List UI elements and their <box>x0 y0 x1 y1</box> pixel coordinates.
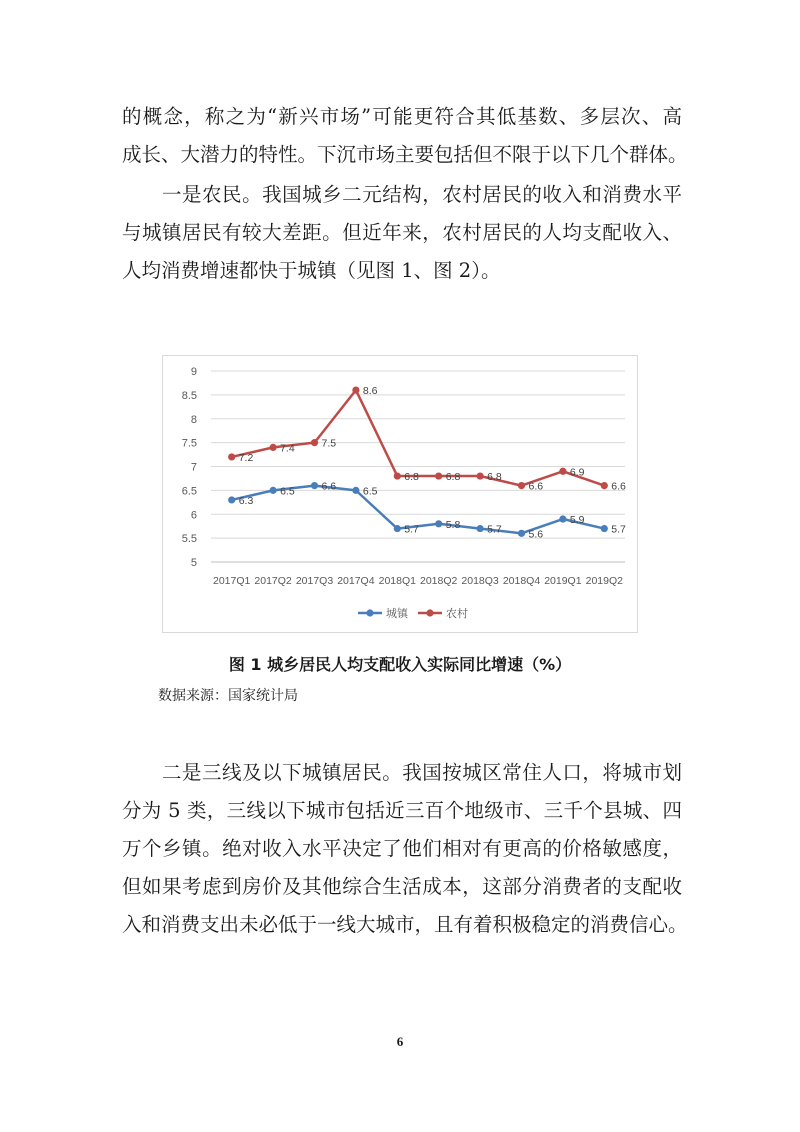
paragraph-3 <box>122 754 688 944</box>
text-line: 二是三线及以下城镇居民。我国按城区常住人口，将城市划 <box>162 761 682 784</box>
text-line: 分为 5 类，三线以下城市包括近三百个地级市、三千个县城、四 <box>122 799 682 822</box>
data-point <box>228 496 235 503</box>
data-point <box>394 472 401 479</box>
data-point <box>518 482 525 489</box>
data-label: 5.7 <box>487 523 502 536</box>
text-line: 成长、大潜力的特性。下沉市场主要包括但不限于以下几个群体。 <box>122 143 688 166</box>
legend-label: 农村 <box>446 608 468 620</box>
x-tick-label: 2017Q3 <box>295 575 334 587</box>
text-line: 与城镇居民有较大差距。但近年来，农村居民的人均支配收入、 <box>122 221 682 244</box>
data-label: 5.8 <box>445 518 461 531</box>
data-point <box>559 515 566 522</box>
data-point <box>228 453 235 460</box>
data-label: 5.7 <box>611 523 626 536</box>
data-point <box>518 530 525 537</box>
text-line: 一是农民。我国城乡二元结构，农村居民的收入和消费水平 <box>162 183 682 206</box>
legend-marker <box>366 609 373 616</box>
y-tick-label: 9 <box>190 366 197 378</box>
x-tick-label: 2018Q4 <box>502 575 541 587</box>
x-tick-label: 2019Q1 <box>544 575 582 587</box>
legend-label: 城镇 <box>386 608 408 620</box>
y-tick-label: 7 <box>190 461 197 474</box>
data-label: 7.4 <box>280 442 295 455</box>
data-point <box>435 472 442 479</box>
data-point <box>477 472 484 479</box>
data-label: 6.9 <box>569 466 585 479</box>
data-point <box>270 487 277 494</box>
data-point <box>601 525 608 532</box>
y-tick-label: 7.5 <box>181 437 197 450</box>
page-number: 6 <box>396 1034 404 1049</box>
figure-source: 数据来源：国家统计局 <box>158 688 298 704</box>
chart-container <box>162 355 638 633</box>
data-label: 7.2 <box>238 451 254 464</box>
y-tick-label: 8.5 <box>181 389 197 402</box>
data-label: 6.3 <box>238 494 254 507</box>
figure-caption: 图 1 城乡居民人均支配收入实际同比增速（%） <box>228 655 572 674</box>
text-line: 人均消费增速都快于城镇（见图 1、图 2）。 <box>122 259 501 282</box>
data-point <box>311 482 318 489</box>
x-tick-label: 2017Q1 <box>213 575 251 587</box>
data-point <box>352 387 359 394</box>
text-line: 但如果考虑到房价及其他综合生活成本，这部分消费者的支配收 <box>122 875 682 898</box>
x-tick-label: 2017Q2 <box>254 575 292 587</box>
x-tick-label: 2017Q4 <box>337 575 375 587</box>
paragraph-1 <box>122 98 688 174</box>
y-tick-label: 6 <box>190 509 197 522</box>
data-point <box>394 525 401 532</box>
legend-marker <box>426 609 433 616</box>
data-label: 8.6 <box>362 385 378 398</box>
data-label: 5.9 <box>569 514 585 527</box>
y-tick-label: 8 <box>190 413 197 426</box>
x-tick-label: 2018Q1 <box>378 575 416 587</box>
x-tick-label: 2018Q2 <box>420 575 458 587</box>
y-tick-label: 5 <box>190 557 197 569</box>
data-label: 6.8 <box>487 471 502 484</box>
paragraph-2 <box>122 176 682 290</box>
data-label: 6.5 <box>362 485 378 498</box>
data-label: 6.8 <box>404 471 419 484</box>
data-label: 6.6 <box>321 480 337 493</box>
text-line: 万个乡镇。绝对收入水平决定了他们相对有更高的价格敏感度， <box>122 837 682 860</box>
data-label: 6.8 <box>445 471 461 484</box>
data-label: 7.5 <box>321 437 337 450</box>
data-label: 6.5 <box>280 485 295 498</box>
data-label: 6.6 <box>528 480 544 493</box>
data-label: 5.7 <box>404 523 419 536</box>
data-point <box>311 439 318 446</box>
data-point <box>435 520 442 527</box>
y-tick-label: 6.5 <box>181 485 197 498</box>
data-label: 5.6 <box>528 528 544 541</box>
text-line: 的概念，称之为“新兴市场”可能更符合其低基数、多层次、高 <box>122 105 682 128</box>
data-point <box>352 487 359 494</box>
x-tick-label: 2018Q3 <box>461 575 499 587</box>
data-point <box>559 468 566 475</box>
data-point <box>270 444 277 451</box>
x-tick-label: 2019Q2 <box>585 575 623 587</box>
y-tick-label: 5.5 <box>181 533 197 546</box>
data-point <box>601 482 608 489</box>
data-point <box>477 525 484 532</box>
text-line: 入和消费支出未必低于一线大城市，且有着积极稳定的消费信心。 <box>122 913 688 936</box>
data-label: 6.6 <box>611 480 626 493</box>
income-growth-chart <box>163 356 637 632</box>
